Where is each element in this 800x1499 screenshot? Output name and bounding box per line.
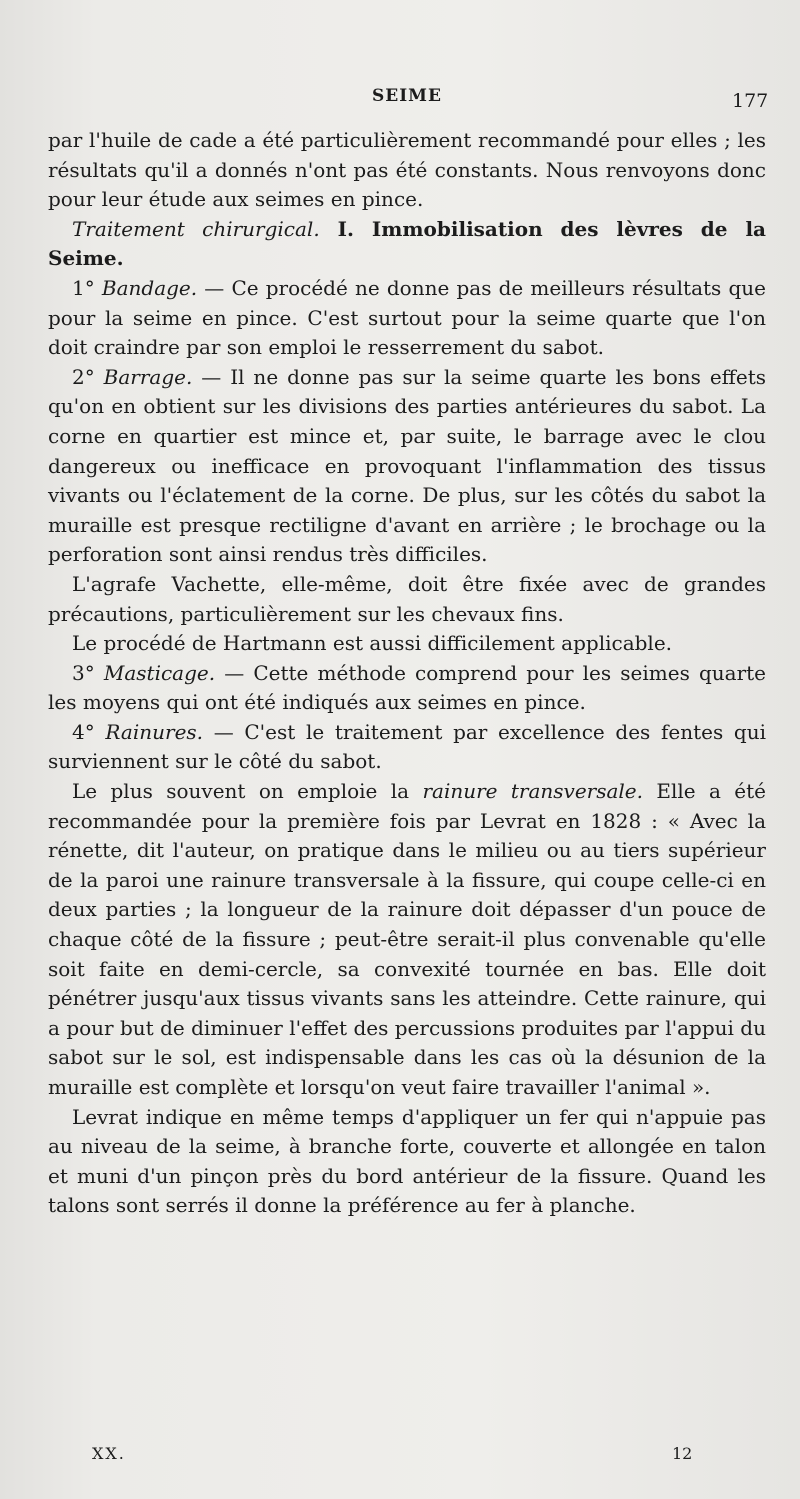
- item-number: 1°: [72, 275, 102, 300]
- item-title: Barrage.: [103, 364, 193, 389]
- paragraph-masticage: [48, 659, 766, 718]
- text-run: Le plus souvent on emploie la: [72, 779, 423, 804]
- item-title: Bandage.: [101, 275, 198, 300]
- item-number: 2°: [72, 364, 104, 389]
- sheet-number: 12: [672, 1444, 693, 1463]
- running-head: SEIME: [372, 86, 442, 106]
- signature-mark: XX.: [92, 1444, 126, 1463]
- paragraph-hartmann: Le procédé de Hartmann est aussi difficilement applicable.: [72, 631, 673, 656]
- item-title: Masticage.: [103, 660, 216, 685]
- paragraph-levrat-fer: Levrat indique en même temps d'appliquer un fer qui n'appuie pas au niveau de la seime, à branche forte, couverte et allongée en talon et muni d'un pinçon près du bord antérieur de la fissure. Quand les talons sont serrés il donne la préférence au fer à planche.: [48, 1104, 766, 1218]
- item-title: Rainures.: [105, 719, 204, 744]
- page-header: [0, 86, 800, 116]
- paragraph-continuation: par l'huile de cade a été particulièrement recommandé pour elles ; les résultats qu'il a donnés n'ont pas été constants. Nous renvoyons donc pour leur étude aux seimes en pince.: [48, 128, 766, 212]
- page-footer: [0, 1444, 800, 1468]
- item-text: — Cette méthode comprend pour les seimes quarte les moyens qui ont été indiqués aux seimes en pince.: [48, 660, 766, 715]
- paragraph-vachette: L'agrafe Vachette, elle-même, doit être fixée avec de grandes précautions, particulièrement sur les chevaux fins.: [48, 571, 766, 626]
- paragraph-rainures: [48, 718, 766, 777]
- paragraph-surgical-heading: [48, 215, 766, 274]
- body-text: [48, 126, 766, 1221]
- item-number: 4°: [72, 719, 106, 744]
- text-run: Elle a été recommandée pour la première fois par Levrat en 1828 : « Avec la rénette, dit l'auteur, on pratique dans le milieu ou au tiers supérieur de la paroi une rainure transversale à la fissure, qui coupe celle-ci en deux parties ; la longueur de la rainure doit dépasser d'un pouce de chaque côté de la fissure ; peut-être serait-il plus convenable qu'elle soit faite en demi-cercle, sa convexité tournée en bas. Elle doit pénétrer jusqu'aux tissus vivants sans les atteindre. Cette rainure, qui a pour but de diminuer l'effet des percussions produites par l'appui du sabot sur le sol, est indispensable dans les cas où la désunion de la muraille est complète et lorsqu'on veut faire travailler l'animal ».: [48, 779, 766, 1099]
- item-number: 3°: [72, 660, 104, 685]
- emphasis: rainure transversale.: [422, 779, 644, 804]
- paragraph-barrage: [48, 363, 766, 570]
- paragraph-levrat-quote: [48, 777, 766, 1103]
- item-text: — Il ne donne pas sur la seime quarte les bons effets qu'on en obtient sur les divisions des parties antérieures du sabot. La corne en quartier est mince et, par suite, le barrage avec le clou dangereux ou inefficace en provoquant l'inflammation des tissus vivants ou l'éclatement de la corne. De plus, sur les côtés du sabot la muraille est presque rectiligne d'avant en arrière ; le brochage ou la perforation sont ainsi rendus très difficiles.: [48, 364, 767, 567]
- item-text: — Ce procédé ne donne pas de meilleurs résultats que pour la seime en pince. C'est surtout pour la seime quarte que l'on doit craindre par son emploi le resserrement du sabot.: [48, 275, 766, 360]
- item-text: — C'est le traitement par excellence des fentes qui surviennent sur le côté du sabot.: [48, 719, 766, 774]
- page-number: 177: [732, 90, 769, 112]
- paragraph-bandage: [48, 274, 766, 363]
- section-heading: I. Immobilisation des lèvres de la Seime.: [48, 216, 767, 271]
- section-label: Traitement chirurgical.: [72, 216, 320, 241]
